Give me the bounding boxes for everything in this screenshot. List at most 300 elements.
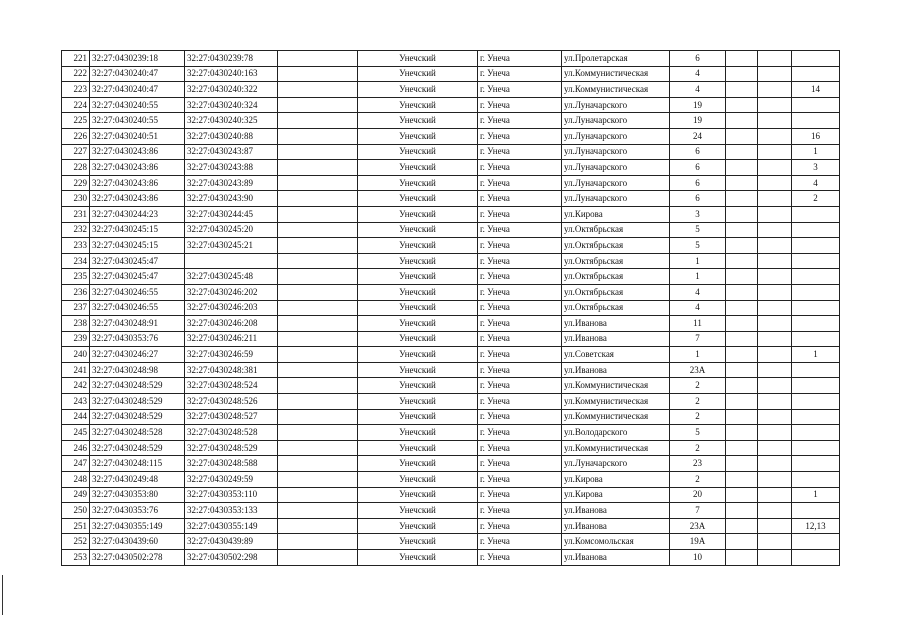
extra-cell-1 [726,206,758,222]
cadastral-number-object: 32:27:0430245:48 [185,269,278,285]
city-cell: г. Унеча [478,51,562,67]
extra-cell-1 [726,82,758,98]
apartment-cell [792,206,840,222]
apartment-cell [792,316,840,332]
street-cell: ул.Кирова [562,472,670,488]
empty-cell [278,144,358,160]
empty-cell [278,128,358,144]
extra-cell-2 [758,191,792,207]
apartment-cell: 1 [792,487,840,503]
empty-cell [278,51,358,67]
cadastral-number-object: 32:27:0430248:588 [185,456,278,472]
cadastral-number-object: 32:27:0430248:529 [185,440,278,456]
extra-cell-1 [726,440,758,456]
street-cell: ул.Иванова [562,362,670,378]
street-cell: ул.Пролетарская [562,51,670,67]
city-cell: г. Унеча [478,238,562,254]
row-number: 242 [62,378,90,394]
table-row [62,409,840,425]
street-cell: ул.Коммунистическая [562,409,670,425]
city-cell: г. Унеча [478,409,562,425]
empty-cell [278,82,358,98]
empty-cell [278,66,358,82]
street-cell: ул.Коммунистическая [562,82,670,98]
cadastral-number-parcel: 32:27:0430240:55 [90,97,185,113]
table-row [62,66,840,82]
cadastral-number-parcel: 32:27:0430245:15 [90,222,185,238]
extra-cell-2 [758,51,792,67]
street-cell: ул.Коммунистическая [562,66,670,82]
cadastral-number-object: 32:27:0430245:21 [185,238,278,254]
cadastral-number-object: 32:27:0430245:20 [185,222,278,238]
house-cell: 7 [670,503,726,519]
city-cell: г. Унеча [478,378,562,394]
cadastral-number-parcel: 32:27:0430353:76 [90,503,185,519]
street-cell: ул.Володарского [562,425,670,441]
cadastral-number-parcel: 32:27:0430243:86 [90,175,185,191]
house-cell: 11 [670,316,726,332]
cadastral-number-object: 32:27:0430353:110 [185,487,278,503]
city-cell: г. Унеча [478,487,562,503]
table-row [62,550,840,566]
empty-cell [278,425,358,441]
row-number: 246 [62,440,90,456]
row-number: 225 [62,113,90,129]
cadastral-number-parcel: 32:27:0430248:529 [90,409,185,425]
empty-cell [278,222,358,238]
district-cell: Унечский [358,316,478,332]
row-number: 229 [62,175,90,191]
extra-cell-2 [758,331,792,347]
table-row [62,160,840,176]
row-number: 233 [62,238,90,254]
row-number: 244 [62,409,90,425]
cadastral-number-parcel: 32:27:0430240:47 [90,66,185,82]
extra-cell-2 [758,362,792,378]
street-cell: ул.Советская [562,347,670,363]
extra-cell-1 [726,175,758,191]
extra-cell-2 [758,472,792,488]
table-row [62,144,840,160]
table-row [62,128,840,144]
row-number: 250 [62,503,90,519]
table-row [62,113,840,129]
district-cell: Унечский [358,550,478,566]
street-cell: ул.Октябрьская [562,253,670,269]
empty-cell [278,113,358,129]
cadastral-number-parcel: 32:27:0430240:55 [90,113,185,129]
apartment-cell: 4 [792,175,840,191]
apartment-cell: 2 [792,191,840,207]
row-number: 236 [62,284,90,300]
house-cell: 5 [670,222,726,238]
row-number: 221 [62,51,90,67]
house-cell: 5 [670,425,726,441]
cadastral-number-object: 32:27:0430246:203 [185,300,278,316]
apartment-cell: 12,13 [792,518,840,534]
table-row [62,331,840,347]
district-cell: Унечский [358,82,478,98]
apartment-cell [792,425,840,441]
extra-cell-2 [758,550,792,566]
house-cell: 3 [670,206,726,222]
extra-cell-2 [758,284,792,300]
street-cell: ул.Иванова [562,550,670,566]
street-cell: ул.Иванова [562,503,670,519]
empty-cell [278,518,358,534]
city-cell: г. Унеча [478,534,562,550]
street-cell: ул.Коммунистическая [562,378,670,394]
district-cell: Унечский [358,97,478,113]
extra-cell-2 [758,503,792,519]
apartment-cell [792,222,840,238]
row-number: 223 [62,82,90,98]
extra-cell-2 [758,409,792,425]
cadastral-number-parcel: 32:27:0430246:55 [90,300,185,316]
row-number: 234 [62,253,90,269]
empty-cell [278,347,358,363]
extra-cell-2 [758,487,792,503]
extra-cell-2 [758,269,792,285]
row-number: 239 [62,331,90,347]
district-cell: Унечский [358,66,478,82]
district-cell: Унечский [358,518,478,534]
cadastral-number-parcel: 32:27:0430248:529 [90,440,185,456]
extra-cell-1 [726,253,758,269]
cadastral-number-parcel: 32:27:0430353:76 [90,331,185,347]
district-cell: Унечский [358,487,478,503]
house-cell: 2 [670,378,726,394]
district-cell: Унечский [358,409,478,425]
extra-cell-1 [726,487,758,503]
extra-cell-1 [726,456,758,472]
cadastral-number-object: 32:27:0430353:133 [185,503,278,519]
extra-cell-2 [758,534,792,550]
cadastral-number-object: 32:27:0430246:202 [185,284,278,300]
extra-cell-1 [726,503,758,519]
empty-cell [278,394,358,410]
extra-cell-1 [726,534,758,550]
house-cell: 6 [670,51,726,67]
row-number: 232 [62,222,90,238]
extra-cell-2 [758,347,792,363]
cadastral-number-parcel: 32:27:0430249:48 [90,472,185,488]
cadastral-number-parcel: 32:27:0430240:47 [90,82,185,98]
extra-cell-1 [726,425,758,441]
empty-cell [278,269,358,285]
street-cell: ул.Луначарского [562,160,670,176]
extra-cell-1 [726,51,758,67]
street-cell: ул.Кирова [562,487,670,503]
district-cell: Унечский [358,378,478,394]
city-cell: г. Унеча [478,175,562,191]
empty-cell [278,550,358,566]
city-cell: г. Унеча [478,284,562,300]
table-row [62,97,840,113]
street-cell: ул.Коммунистическая [562,394,670,410]
empty-cell [278,331,358,347]
city-cell: г. Унеча [478,160,562,176]
table-row [62,238,840,254]
table-row [62,440,840,456]
scan-edge-mark [2,575,3,615]
street-cell: ул.Луначарского [562,113,670,129]
cadastral-number-object: 32:27:0430243:87 [185,144,278,160]
city-cell: г. Унеча [478,456,562,472]
empty-cell [278,284,358,300]
apartment-cell [792,503,840,519]
empty-cell [278,378,358,394]
street-cell: ул.Луначарского [562,144,670,160]
house-cell: 2 [670,409,726,425]
house-cell: 20 [670,487,726,503]
house-cell: 1 [670,347,726,363]
street-cell: ул.Комсомольская [562,534,670,550]
house-cell: 5 [670,238,726,254]
house-cell: 6 [670,191,726,207]
house-cell: 4 [670,82,726,98]
row-number: 247 [62,456,90,472]
apartment-cell [792,440,840,456]
row-number: 231 [62,206,90,222]
extra-cell-1 [726,97,758,113]
row-number: 226 [62,128,90,144]
table-row [62,456,840,472]
cadastral-number-parcel: 32:27:0430248:115 [90,456,185,472]
cadastral-number-parcel: 32:27:0430439:60 [90,534,185,550]
cadastral-number-object: 32:27:0430246:208 [185,316,278,332]
extra-cell-2 [758,175,792,191]
apartment-cell [792,472,840,488]
extra-cell-1 [726,222,758,238]
table-row [62,394,840,410]
city-cell: г. Унеча [478,66,562,82]
table-row [62,487,840,503]
extra-cell-2 [758,253,792,269]
street-cell: ул.Октябрьская [562,284,670,300]
district-cell: Унечский [358,347,478,363]
cadastral-number-object: 32:27:0430249:59 [185,472,278,488]
extra-cell-2 [758,128,792,144]
empty-cell [278,191,358,207]
cadastral-number-parcel: 32:27:0430248:529 [90,394,185,410]
empty-cell [278,472,358,488]
cadastral-number-object: 32:27:0430439:89 [185,534,278,550]
cadastral-number-parcel: 32:27:0430243:86 [90,191,185,207]
cadastral-number-parcel: 32:27:0430353:80 [90,487,185,503]
district-cell: Унечский [358,238,478,254]
city-cell: г. Унеча [478,472,562,488]
city-cell: г. Унеча [478,222,562,238]
extra-cell-1 [726,300,758,316]
district-cell: Унечский [358,394,478,410]
cadastral-number-object: 32:27:0430243:89 [185,175,278,191]
extra-cell-2 [758,300,792,316]
street-cell: ул.Октябрьская [562,269,670,285]
cadastral-number-object: 32:27:0430246:59 [185,347,278,363]
city-cell: г. Унеча [478,440,562,456]
house-cell: 6 [670,144,726,160]
district-cell: Унечский [358,175,478,191]
apartment-cell: 3 [792,160,840,176]
city-cell: г. Унеча [478,347,562,363]
cadastral-number-object: 32:27:0430240:325 [185,113,278,129]
extra-cell-2 [758,238,792,254]
row-number: 237 [62,300,90,316]
cadastral-number-parcel: 32:27:0430246:27 [90,347,185,363]
row-number: 253 [62,550,90,566]
extra-cell-2 [758,518,792,534]
cadastral-number-object: 32:27:0430248:524 [185,378,278,394]
apartment-cell [792,409,840,425]
cadastral-number-object: 32:27:0430246:211 [185,331,278,347]
apartment-cell [792,97,840,113]
street-cell: ул.Луначарского [562,175,670,191]
table-row [62,284,840,300]
street-cell: ул.Коммунистическая [562,440,670,456]
district-cell: Унечский [358,362,478,378]
city-cell: г. Унеча [478,518,562,534]
cadastral-number-parcel: 32:27:0430243:86 [90,144,185,160]
street-cell: ул.Иванова [562,316,670,332]
extra-cell-2 [758,144,792,160]
cadastral-number-object [185,253,278,269]
extra-cell-1 [726,518,758,534]
extra-cell-1 [726,550,758,566]
house-cell: 1 [670,269,726,285]
apartment-cell [792,284,840,300]
extra-cell-1 [726,394,758,410]
cadastral-register-table [61,50,840,566]
city-cell: г. Унеча [478,331,562,347]
extra-cell-1 [726,472,758,488]
table-row [62,206,840,222]
house-cell: 19А [670,534,726,550]
apartment-cell: 16 [792,128,840,144]
row-number: 241 [62,362,90,378]
extra-cell-2 [758,222,792,238]
house-cell: 19 [670,113,726,129]
cadastral-number-object: 32:27:0430355:149 [185,518,278,534]
cadastral-number-parcel: 32:27:0430245:15 [90,238,185,254]
district-cell: Унечский [358,206,478,222]
extra-cell-2 [758,440,792,456]
cadastral-number-parcel: 32:27:0430248:98 [90,362,185,378]
cadastral-number-object: 32:27:0430243:88 [185,160,278,176]
cadastral-number-parcel: 32:27:0430248:529 [90,378,185,394]
cadastral-number-object: 32:27:0430502:298 [185,550,278,566]
table-row [62,316,840,332]
extra-cell-1 [726,284,758,300]
cadastral-number-object: 32:27:0430240:322 [185,82,278,98]
cadastral-number-parcel: 32:27:0430248:528 [90,425,185,441]
row-number: 238 [62,316,90,332]
row-number: 240 [62,347,90,363]
cadastral-number-object: 32:27:0430248:526 [185,394,278,410]
extra-cell-1 [726,269,758,285]
empty-cell [278,534,358,550]
street-cell: ул.Октябрьская [562,238,670,254]
extra-cell-2 [758,394,792,410]
row-number: 227 [62,144,90,160]
table-row [62,378,840,394]
street-cell: ул.Октябрьская [562,300,670,316]
district-cell: Унечский [358,503,478,519]
empty-cell [278,160,358,176]
city-cell: г. Унеча [478,128,562,144]
apartment-cell [792,300,840,316]
street-cell: ул.Луначарского [562,456,670,472]
house-cell: 24 [670,128,726,144]
empty-cell [278,175,358,191]
empty-cell [278,300,358,316]
apartment-cell [792,362,840,378]
extra-cell-1 [726,316,758,332]
house-cell: 23 [670,456,726,472]
extra-cell-1 [726,378,758,394]
house-cell: 10 [670,550,726,566]
extra-cell-2 [758,113,792,129]
apartment-cell [792,534,840,550]
extra-cell-2 [758,316,792,332]
extra-cell-1 [726,362,758,378]
extra-cell-1 [726,128,758,144]
row-number: 251 [62,518,90,534]
apartment-cell [792,253,840,269]
extra-cell-1 [726,331,758,347]
district-cell: Унечский [358,534,478,550]
extra-cell-2 [758,456,792,472]
city-cell: г. Унеча [478,300,562,316]
cadastral-number-parcel: 32:27:0430248:91 [90,316,185,332]
district-cell: Унечский [358,113,478,129]
table-row [62,347,840,363]
row-number: 224 [62,97,90,113]
extra-cell-2 [758,97,792,113]
extra-cell-1 [726,160,758,176]
district-cell: Унечский [358,222,478,238]
empty-cell [278,238,358,254]
empty-cell [278,316,358,332]
house-cell: 23А [670,362,726,378]
street-cell: ул.Луначарского [562,191,670,207]
cadastral-number-parcel: 32:27:0430240:51 [90,128,185,144]
city-cell: г. Унеча [478,503,562,519]
table-body [62,51,840,566]
cadastral-number-object: 32:27:0430240:163 [185,66,278,82]
apartment-cell [792,378,840,394]
city-cell: г. Унеча [478,425,562,441]
cadastral-number-object: 32:27:0430240:324 [185,97,278,113]
city-cell: г. Унеча [478,82,562,98]
extra-cell-2 [758,206,792,222]
house-cell: 7 [670,331,726,347]
table-row [62,534,840,550]
house-cell: 6 [670,175,726,191]
table-row [62,191,840,207]
extra-cell-1 [726,191,758,207]
table-row [62,51,840,67]
extra-cell-2 [758,425,792,441]
table-row [62,253,840,269]
apartment-cell: 14 [792,82,840,98]
cadastral-number-object: 32:27:0430244:45 [185,206,278,222]
street-cell: ул.Кирова [562,206,670,222]
extra-cell-1 [726,347,758,363]
street-cell: ул.Иванова [562,331,670,347]
apartment-cell [792,456,840,472]
cadastral-number-parcel: 32:27:0430244:23 [90,206,185,222]
